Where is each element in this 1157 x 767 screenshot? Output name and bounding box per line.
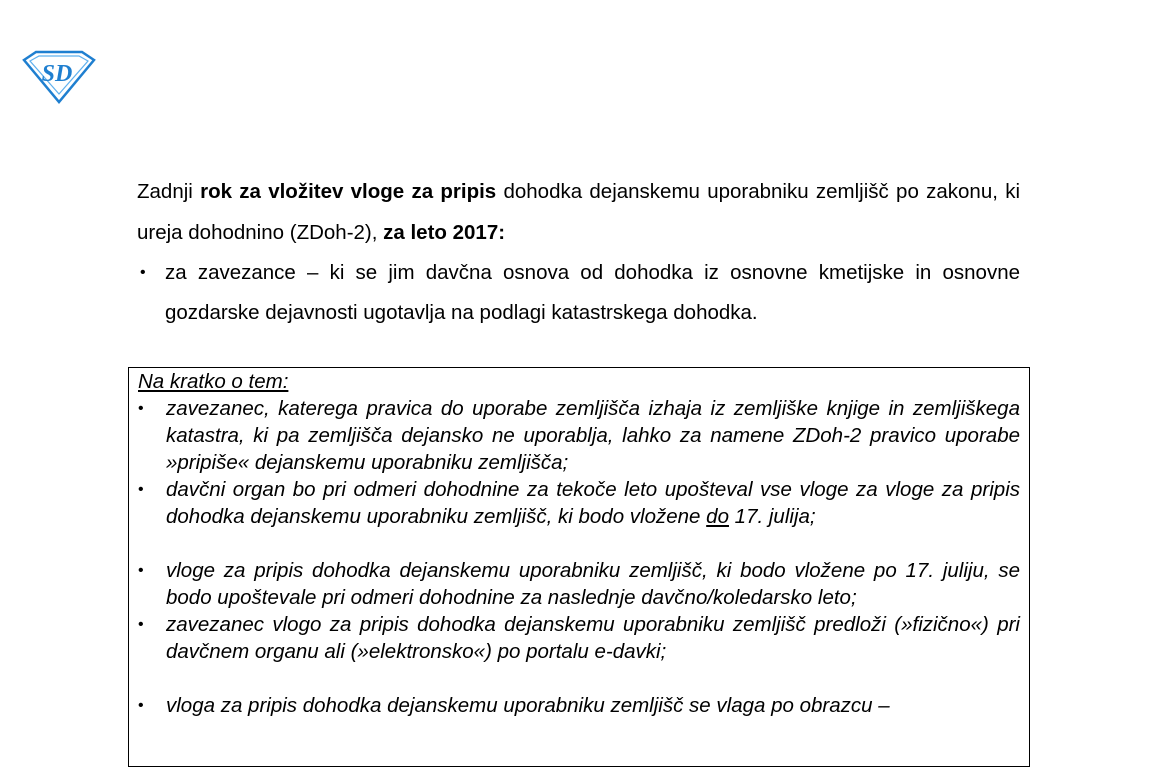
bullet-icon: • bbox=[138, 481, 144, 498]
summary-list bbox=[138, 395, 1020, 719]
intro-bold-deadline: rok za vložitev vloge za pripis bbox=[200, 180, 497, 203]
list-item-text: zavezanec vlogo za pripis dohodka dejanskemu uporabniku zemljišč predloži (»fizično«) pri davčnem organu ali (»elektronsko«) po portalu e-davki; bbox=[166, 613, 1020, 663]
intro-bold-year: za leto 2017: bbox=[383, 221, 506, 244]
summary-box-title: Na kratko o tem: bbox=[138, 370, 289, 393]
list-item bbox=[138, 395, 1020, 476]
intro-text: Zadnji bbox=[137, 180, 201, 203]
bullet-icon: • bbox=[138, 400, 144, 417]
summary-box bbox=[128, 367, 1030, 767]
list-item bbox=[138, 476, 1020, 530]
list-item-text: vloga za pripis dohodka dejanskemu uporabniku zemljišč se vlaga po obrazcu – bbox=[166, 694, 890, 717]
list-item bbox=[138, 557, 1020, 611]
bullet-icon: • bbox=[138, 697, 144, 714]
list-item bbox=[138, 692, 1020, 719]
list-item bbox=[138, 611, 1020, 665]
bullet-icon: • bbox=[138, 562, 144, 579]
list-item bbox=[137, 253, 1020, 333]
bullet-icon: • bbox=[140, 264, 146, 281]
intro-bullet-text: za zavezance – ki se jim davčna osnova od dohodka iz osnovne kmetijske in osnovne gozdarske dejavnosti ugotavlja na podlagi katastrskega dohodka. bbox=[165, 261, 1020, 324]
svg-text:SD: SD bbox=[41, 61, 73, 87]
intro-bullet-list bbox=[137, 253, 1020, 333]
bullet-icon: • bbox=[138, 616, 144, 633]
list-item-text: vloge za pripis dohodka dejanskemu uporabniku zemljišč, ki bodo vložene po 17. juliju, se bodo upoštevale pri odmeri dohodnine za naslednje davčno/koledarsko leto; bbox=[166, 559, 1020, 609]
list-item-text-end: 17. julija; bbox=[728, 505, 816, 528]
intro-paragraph bbox=[137, 171, 1020, 253]
list-item-text: davčni organ bo pri odmeri dohodnine za tekoče leto upošteval vse vloge za vloge za pripis dohodka dejanskemu uporabniku zemljišč, ki bodo vložene bbox=[166, 478, 1020, 528]
list-item-text: zavezanec, katerega pravica do uporabe zemljišča izhaja iz zemljiške knjige in zemljiškega katastra, ki pa zemljišča dejansko ne uporablja, lahko za namene ZDoh-2 pravico uporabe »pripiše« dejanskemu uporabniku zemljišča; bbox=[166, 397, 1020, 474]
underlined-do: do bbox=[706, 505, 729, 528]
intro-text-cont: dohodka dejanskemu uporabniku zemljišč po zakonu, ki ureja dohodnino (ZDoh-2), bbox=[137, 180, 1020, 244]
logo-icon bbox=[22, 48, 96, 104]
